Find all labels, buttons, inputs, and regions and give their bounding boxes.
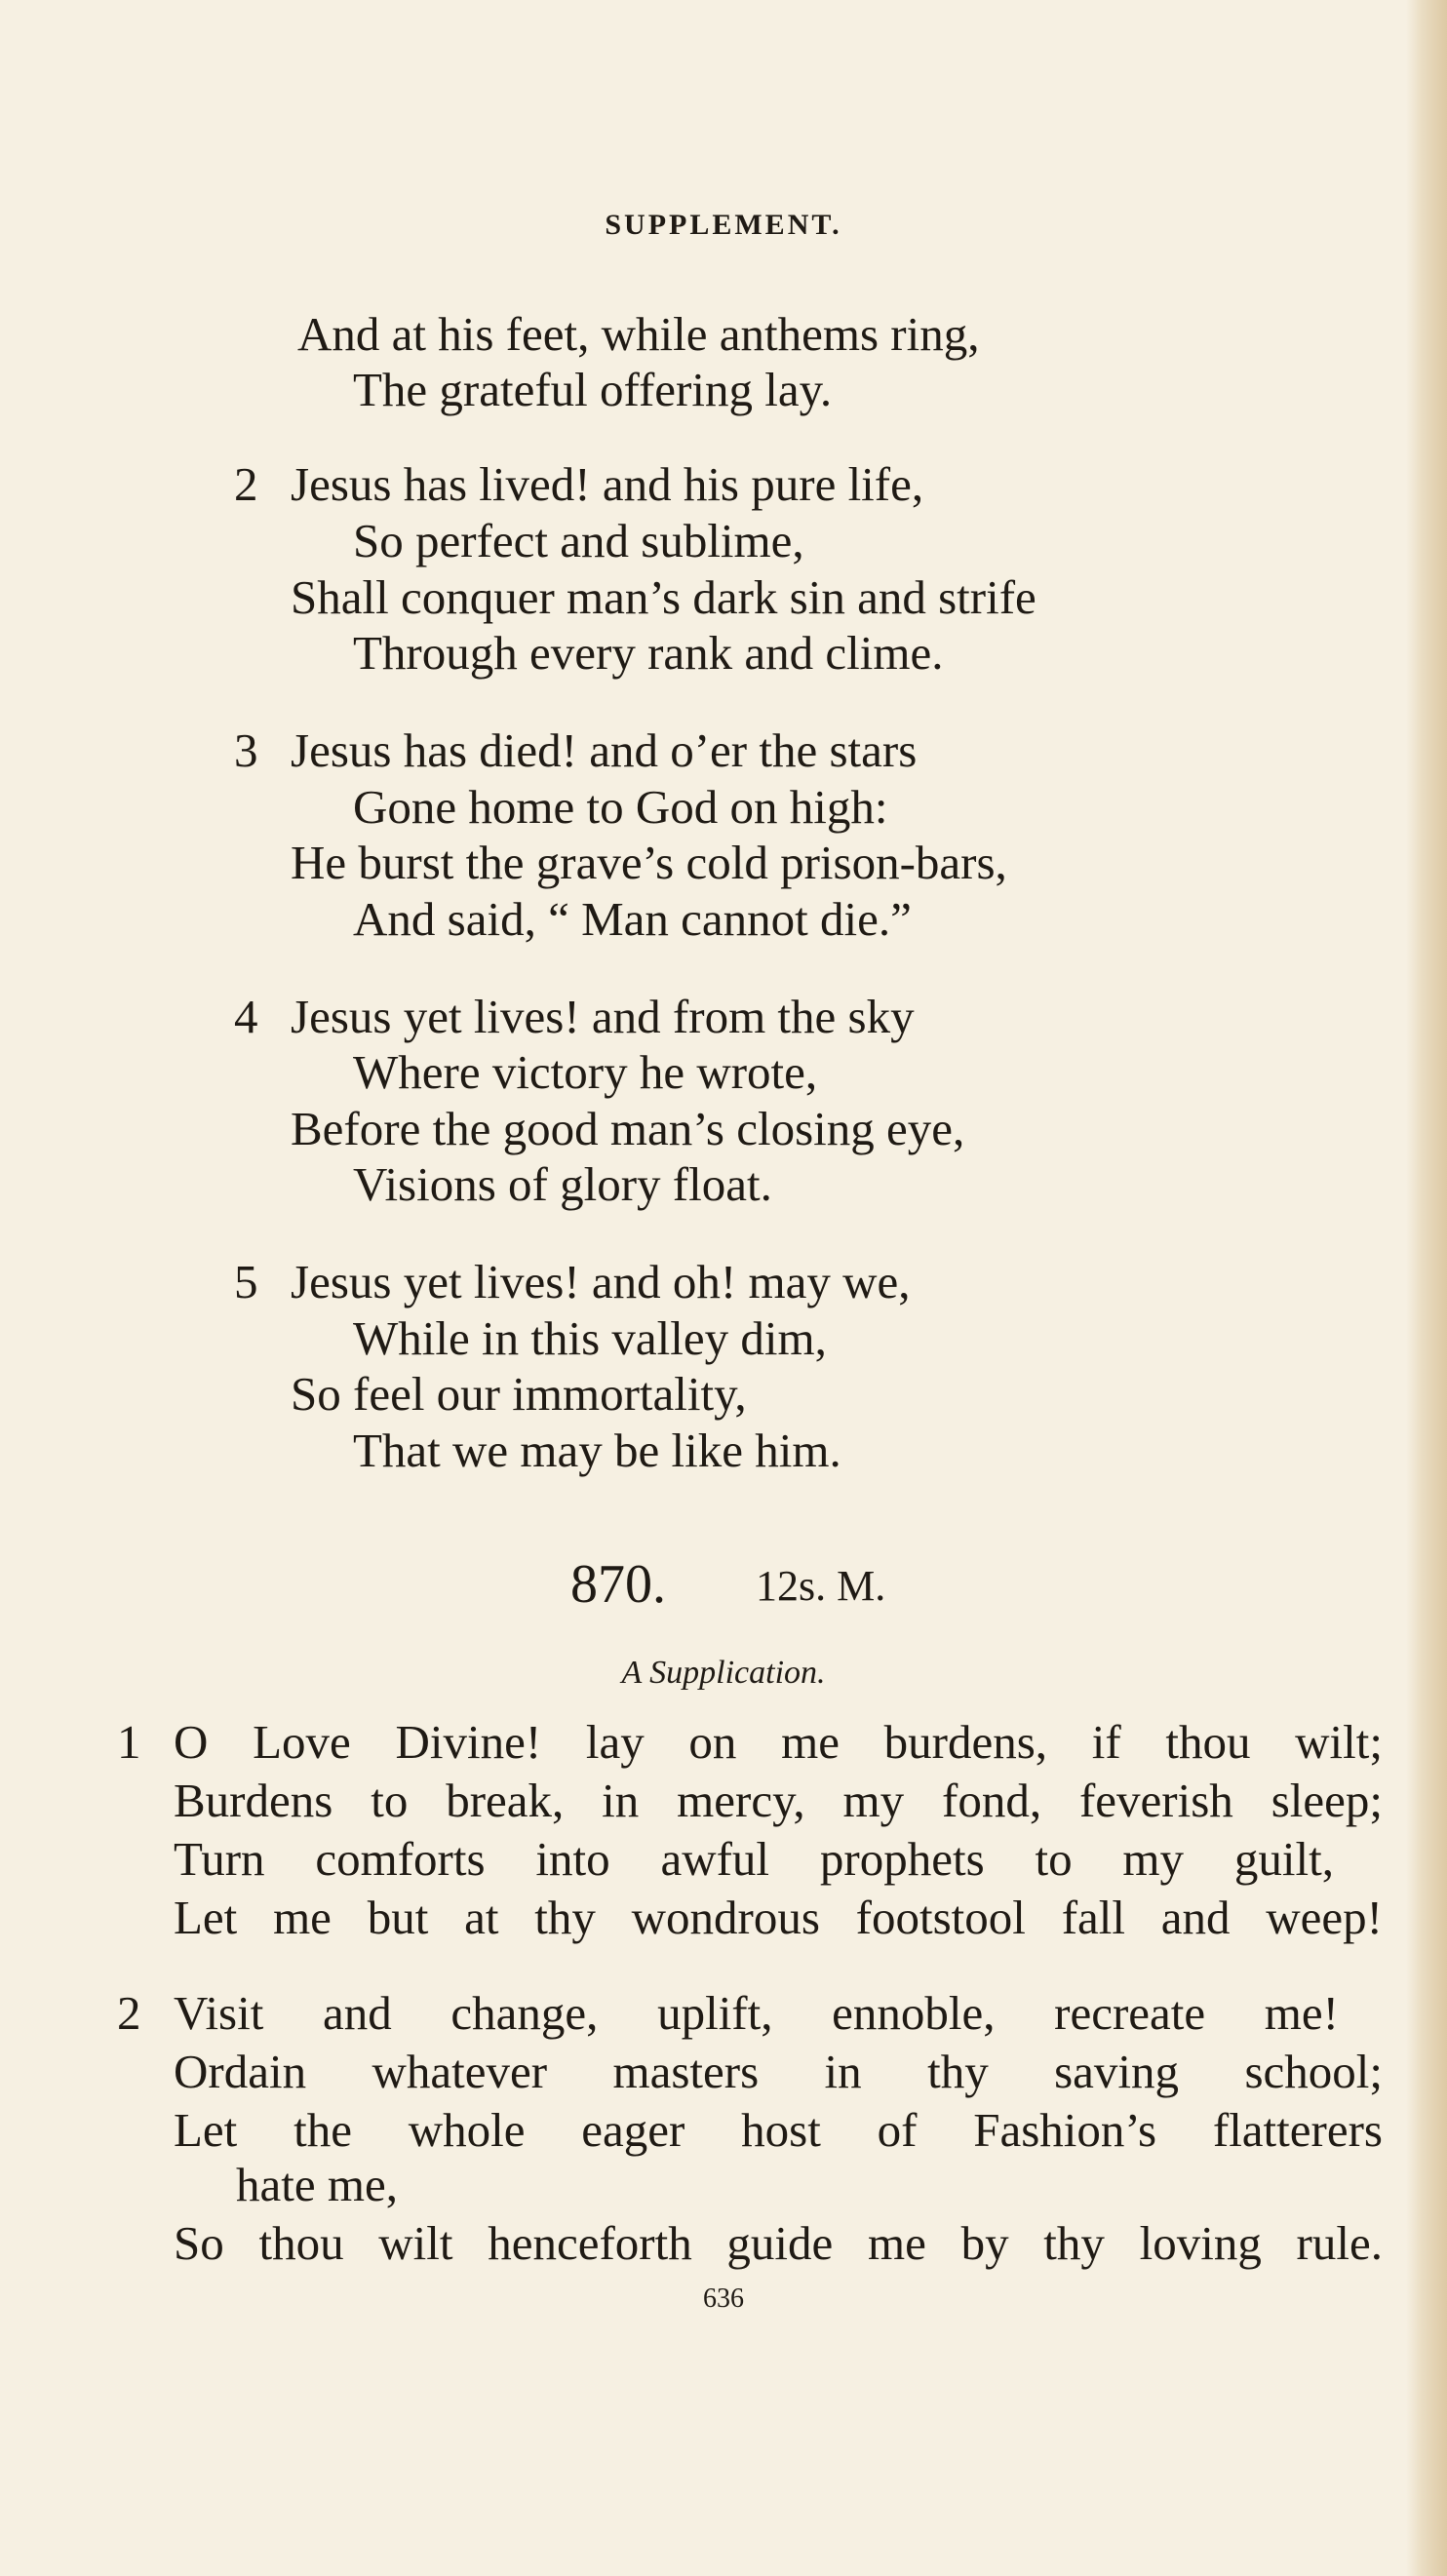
hymn-line: Let me but at thy wondrous footstool fall and weep! <box>174 1891 1383 1944</box>
hymn-line: Jesus yet lives! and from the sky <box>291 990 915 1043</box>
verse-number: 2 <box>117 1986 141 2040</box>
hymn-line: Visions of glory float. <box>353 1157 772 1211</box>
hymn-subtitle: A Supplication. <box>621 1655 826 1691</box>
hymn-line: Ordain whatever masters in thy saving school; <box>174 2045 1383 2098</box>
hymn-line: Gone home to God on high: <box>353 780 888 834</box>
hymn-line: Through every rank and clime. <box>353 626 944 680</box>
hymn-line: So feel our immortality, <box>291 1367 747 1421</box>
verse-number: 2 <box>234 457 258 511</box>
hymn-line: While in this valley dim, <box>353 1311 827 1365</box>
hymn-line: Turn comforts into awful prophets to my guilt, <box>174 1832 1334 1886</box>
hymn-line: Shall conquer man’s dark sin and strife <box>291 570 1036 624</box>
hymn-meter: 12s. M. <box>756 1562 886 1610</box>
hymn-line: And at his feet, while anthems ring, <box>297 307 980 361</box>
hymn-line: The grateful offering lay. <box>353 363 833 416</box>
hymn-line: Jesus has died! and o’er the stars <box>291 723 918 777</box>
hymn-line: He burst the grave’s cold prison-bars, <box>291 836 1007 889</box>
hymn-line: hate me, <box>236 2158 398 2211</box>
hymn-line: Jesus yet lives! and oh! may we, <box>291 1255 911 1308</box>
hymn-line: Jesus has lived! and his pure life, <box>291 457 924 511</box>
hymn-number: 870. <box>570 1554 666 1615</box>
hymn-line: Where victory he wrote, <box>353 1045 818 1099</box>
hymn-line: Before the good man’s closing eye, <box>291 1102 965 1155</box>
hymn-line: O Love Divine! lay on me burdens, if thou wilt; <box>174 1715 1383 1769</box>
page-edge-shadow <box>1406 0 1447 2576</box>
verse-number: 1 <box>117 1715 141 1769</box>
hymn-line: Burdens to break, in mercy, my fond, feverish sleep; <box>174 1774 1383 1827</box>
verse-number: 3 <box>234 723 258 777</box>
hymn-line: Visit and change, uplift, ennoble, recreate me! <box>174 1986 1339 2040</box>
hymn-line: Let the whole eager host of Fashion’s flatterers <box>174 2103 1383 2157</box>
verse-number: 4 <box>234 990 258 1043</box>
hymn-line: And said, “ Man cannot die.” <box>353 892 912 946</box>
hymn-line: So perfect and sublime, <box>353 514 804 567</box>
hymn-line: That we may be like him. <box>353 1424 841 1477</box>
verse-number: 5 <box>234 1255 258 1308</box>
hymn-line: So thou wilt henceforth guide me by thy loving rule. <box>174 2216 1383 2270</box>
running-header: SUPPLEMENT. <box>605 209 842 241</box>
page-number: 636 <box>703 2283 744 2314</box>
